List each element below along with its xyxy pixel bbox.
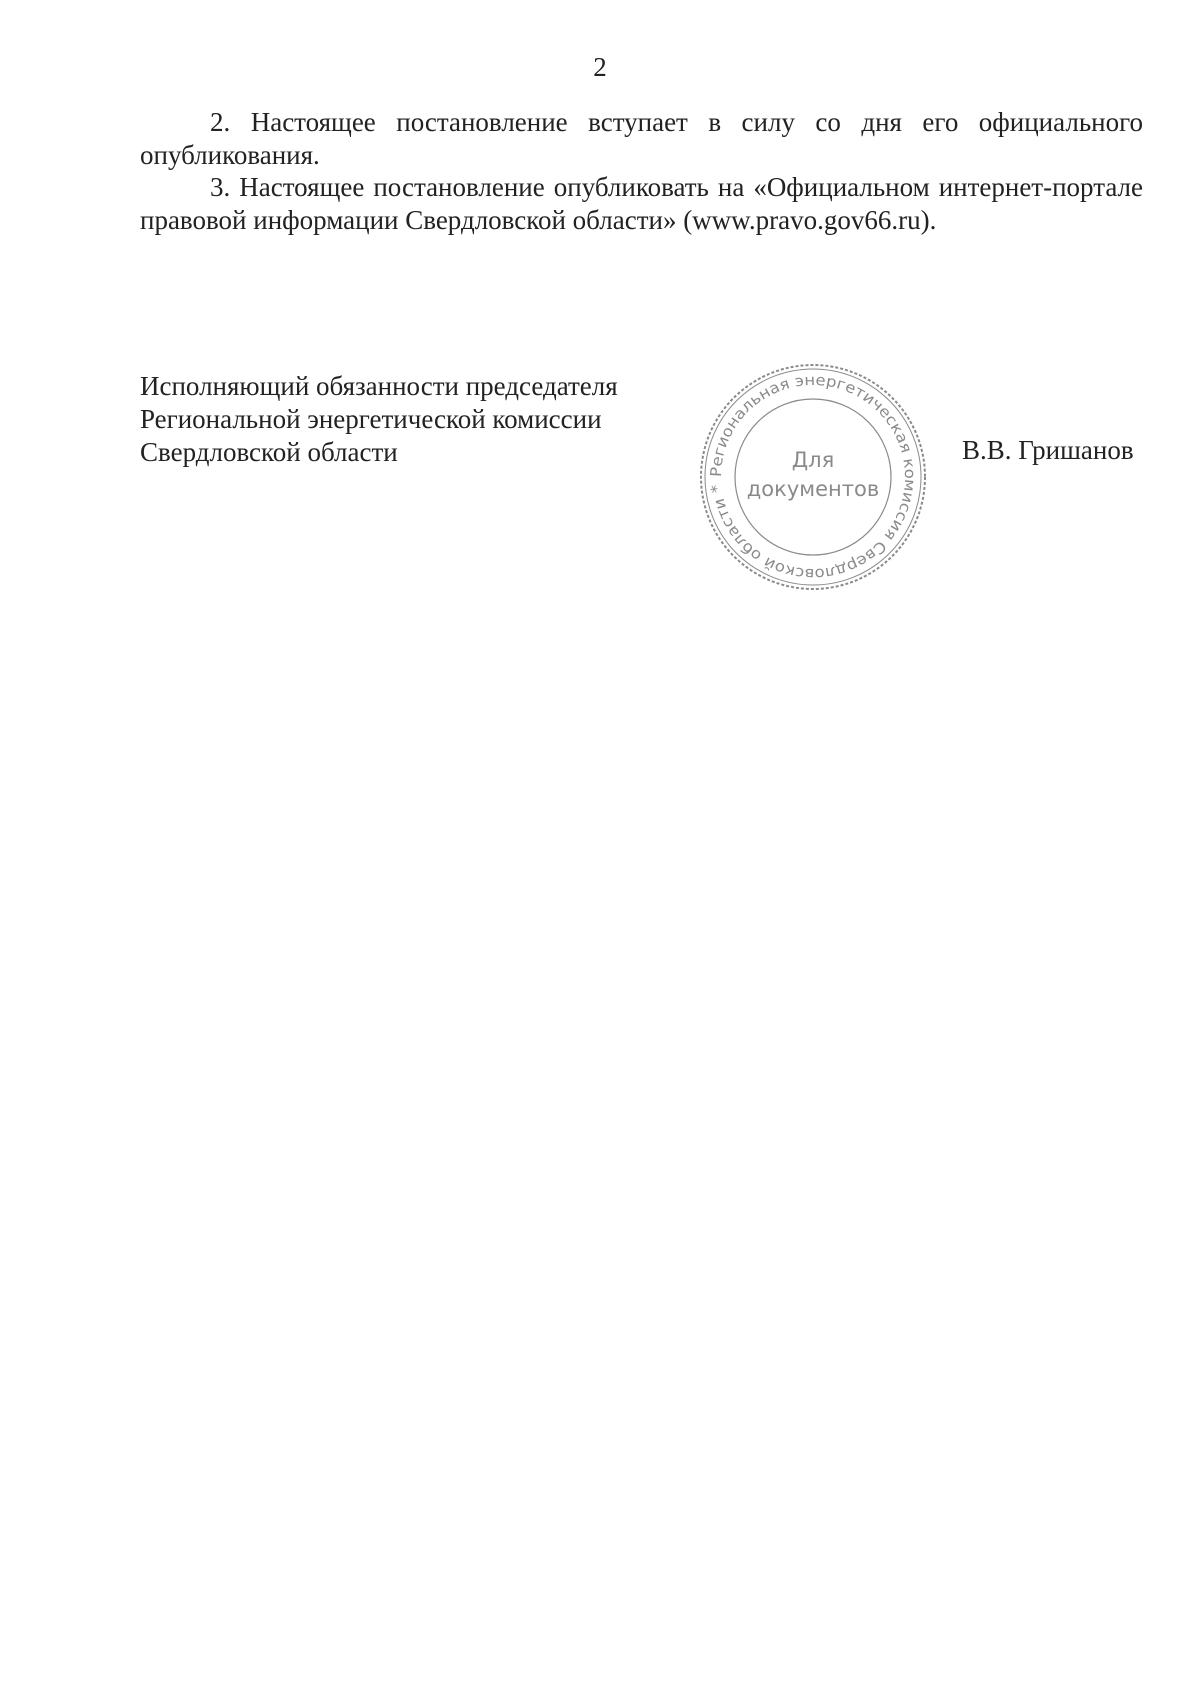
- stamp-center-line-1: Для: [791, 448, 835, 472]
- official-stamp: [698, 362, 928, 592]
- resolution-text: [140, 106, 1143, 236]
- page-number: 2: [593, 52, 607, 82]
- paragraph-effective-date: 2. Настоящее постановление вступает в силу со дня его официального опубликования.: [140, 107, 1143, 170]
- position-line: Региональной энергетической комиссии: [140, 404, 602, 434]
- stamp-center-line-2: документов: [746, 477, 880, 501]
- stamp-ring-text: Региональная энергетическая комиссия Свердловской области *: [706, 370, 920, 584]
- signatory-position: [140, 370, 680, 469]
- position-line: Исполняющий обязанности председателя: [140, 371, 618, 401]
- signer-name: В.В. Гришанов: [962, 435, 1134, 465]
- paragraph-publication: 3. Настоящее постановление опубликовать на «Официальном интернет-портале правовой информации Свердловской области» (www.pravo.gov66.ru).: [140, 172, 1143, 235]
- position-line: Свердловской области: [140, 437, 398, 467]
